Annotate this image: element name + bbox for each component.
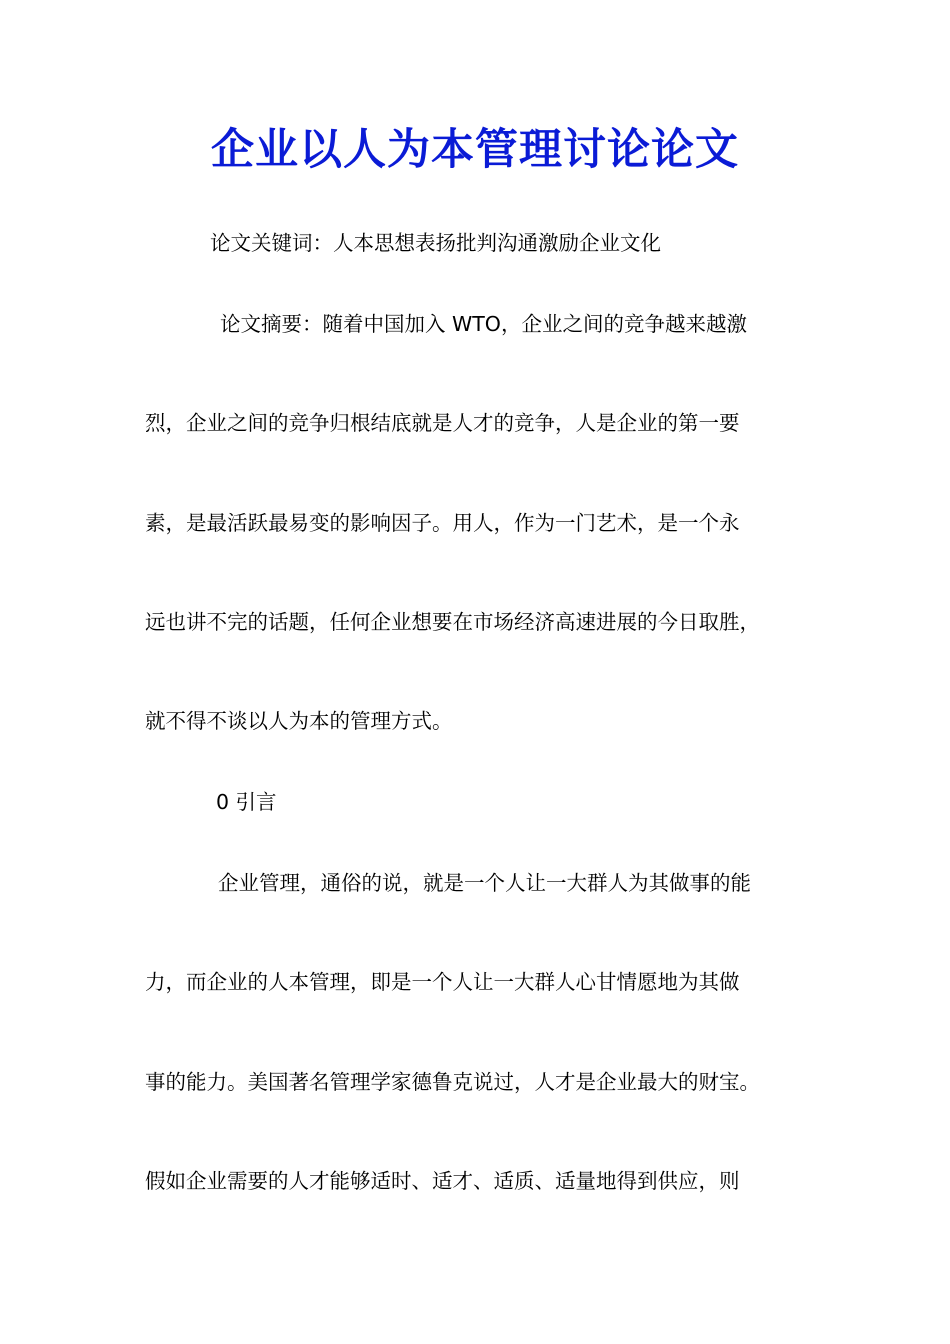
abstract-line: 素，是最活跃最易变的影响因子。用人，作为一门艺术，是一个永 [145, 511, 740, 535]
abstract-line: 烈，企业之间的竞争归根结底就是人才的竞争，人是企业的第一要 [145, 411, 740, 435]
body-line: 事的能力。美国著名管理学家德鲁克说过，人才是企业最大的财宝。 [145, 1070, 760, 1094]
body-line: 假如企业需要的人才能够适时、适才、适质、适量地得到供应，则 [145, 1169, 740, 1193]
abstract-line: 就不得不谈以人为本的管理方式。 [145, 709, 453, 733]
abstract-line: 论文摘要：随着中国加入 WTO，企业之间的竞争越来越激 [220, 312, 747, 336]
document-title: 企业以人为本管理讨论论文 [211, 125, 739, 175]
section-heading: 0 引言 [216, 790, 277, 814]
body-line: 企业管理，通俗的说，就是一个人让一大群人为其做事的能 [218, 871, 751, 895]
body-line: 力，而企业的人本管理，即是一个人让一大群人心甘情愿地为其做 [145, 970, 740, 994]
keywords-line: 论文关键词：人本思想表扬批判沟通激励企业文化 [210, 231, 661, 255]
abstract-line: 远也讲不完的话题，任何企业想要在市场经济高速进展的今日取胜， [145, 610, 760, 634]
